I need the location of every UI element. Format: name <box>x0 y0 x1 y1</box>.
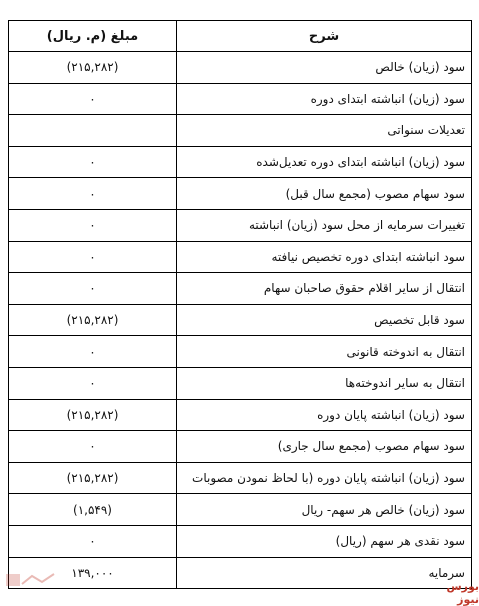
table-row <box>9 336 472 368</box>
row-description: سود سهام مصوب (مجمع سال جاری) <box>177 431 472 463</box>
row-description: سود (زیان) انباشته پایان دوره <box>177 399 472 431</box>
row-description: انتقال به اندوخته قانونی <box>177 336 472 368</box>
table-row <box>9 431 472 463</box>
row-amount: ۱۳۹,۰۰۰ <box>9 557 177 589</box>
row-description: سود (زیان) خالص هر سهم- ریال <box>177 494 472 526</box>
row-amount: ۰ <box>9 83 177 115</box>
table-row <box>9 52 472 84</box>
row-description: سرمایه <box>177 557 472 589</box>
watermark-text: بورس نیوز <box>446 580 479 606</box>
row-amount: (۲۱۵,۲۸۲) <box>9 399 177 431</box>
table-row <box>9 557 472 589</box>
row-description: سود انباشته ابتدای دوره تخصیص نیافته <box>177 241 472 273</box>
table-row <box>9 209 472 241</box>
row-amount: ۰ <box>9 146 177 178</box>
table-row <box>9 241 472 273</box>
row-amount: (۱,۵۴۹) <box>9 494 177 526</box>
row-description: تغییرات سرمایه از محل سود (زیان) انباشته <box>177 209 472 241</box>
row-amount: (۲۱۵,۲۸۲) <box>9 462 177 494</box>
row-description: انتقال از سایر اقلام حقوق صاحبان سهام <box>177 273 472 305</box>
row-description: تعدیلات سنواتی <box>177 115 472 147</box>
table-row <box>9 115 472 147</box>
row-amount: ۰ <box>9 336 177 368</box>
table-row <box>9 83 472 115</box>
table-row <box>9 304 472 336</box>
table-row <box>9 525 472 557</box>
table-body <box>9 52 472 589</box>
row-amount: ۰ <box>9 431 177 463</box>
row-amount: ۰ <box>9 525 177 557</box>
row-description: انتقال به سایر اندوخته‌ها <box>177 367 472 399</box>
row-amount: ۰ <box>9 273 177 305</box>
row-description: سود (زیان) خالص <box>177 52 472 84</box>
header-amount: مبلغ (م. ریال) <box>9 21 177 52</box>
row-description: سود سهام مصوب (مجمع سال قبل) <box>177 178 472 210</box>
table-row <box>9 273 472 305</box>
financial-table <box>8 20 472 589</box>
row-description: سود قابل تخصیص <box>177 304 472 336</box>
table-row <box>9 178 472 210</box>
watermark-logo-icon <box>2 570 60 590</box>
table-row <box>9 462 472 494</box>
row-amount: ۰ <box>9 241 177 273</box>
table-row <box>9 399 472 431</box>
row-description: سود (زیان) انباشته ابتدای دوره تعدیل‌شده <box>177 146 472 178</box>
row-amount: (۲۱۵,۲۸۲) <box>9 52 177 84</box>
row-description: سود نقدی هر سهم (ریال) <box>177 525 472 557</box>
table-row <box>9 367 472 399</box>
table-row <box>9 494 472 526</box>
table-header-row <box>9 21 472 52</box>
row-amount: (۲۱۵,۲۸۲) <box>9 304 177 336</box>
row-amount: ۰ <box>9 209 177 241</box>
row-amount: ۰ <box>9 178 177 210</box>
row-description: سود (زیان) انباشته پایان دوره (با لحاظ نمودن مصوبات <box>177 462 472 494</box>
row-amount: ۰ <box>9 367 177 399</box>
header-description: شرح <box>177 21 472 52</box>
row-amount <box>9 115 177 147</box>
table-row <box>9 146 472 178</box>
row-description: سود (زیان) انباشته ابتدای دوره <box>177 83 472 115</box>
